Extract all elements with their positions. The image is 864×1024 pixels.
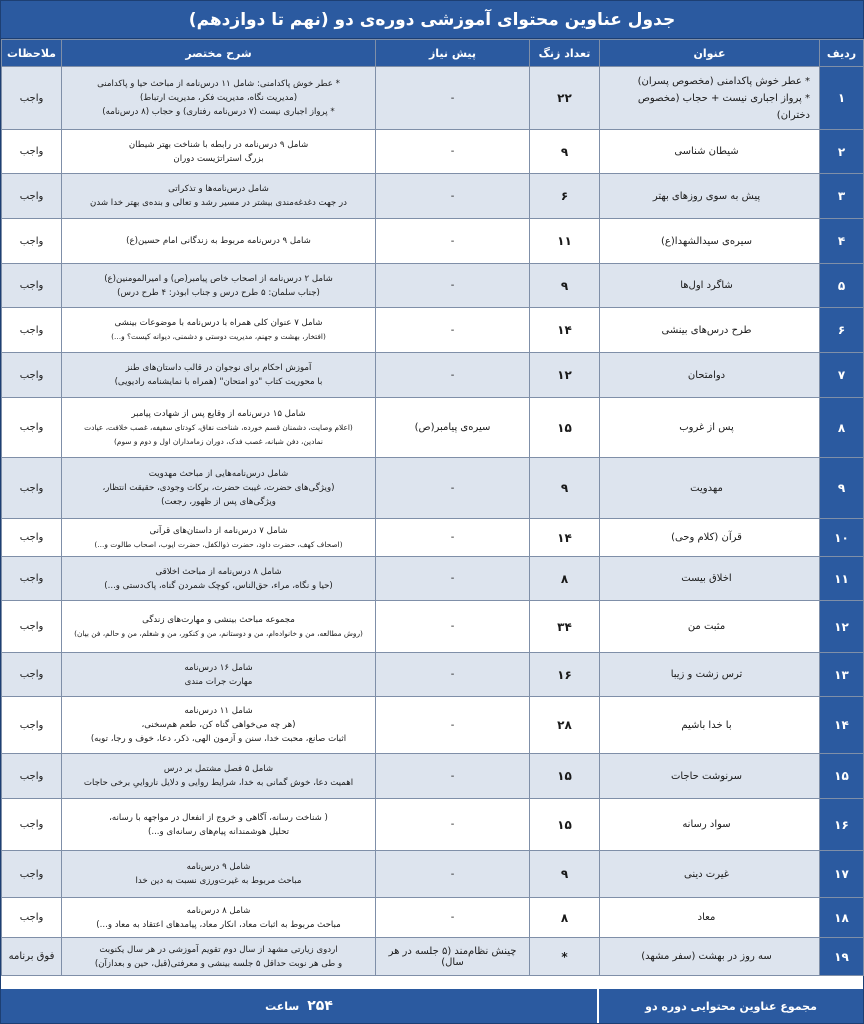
row-number: ۹ xyxy=(820,458,864,519)
row-number: ۷ xyxy=(820,353,864,398)
row-prerequisite: - xyxy=(376,754,530,799)
row-note: واجب xyxy=(2,601,62,653)
table-body xyxy=(2,67,864,976)
description-line: با محوریت کتاب "دو امتحان" (همراه با نمایشنامه رادیویی) xyxy=(114,377,323,387)
footer-total-unit: ساعت xyxy=(265,999,300,1013)
description-line: * عطر خوش پاکدامنی: شامل ۱۱ درس‌نامه از مباحث حیا و پاکدامنی xyxy=(97,79,340,89)
title-line: سرنوشت حاجات xyxy=(670,770,743,782)
description-line: شامل ۵ فصل مشتمل بر درس xyxy=(163,764,274,774)
description-line: نمادین، دفن شبانه، غصب فدک، دوران زمامداران اول و دوم و سوم) xyxy=(114,436,323,446)
row-session-count: ۶ xyxy=(530,174,600,219)
row-note: واجب xyxy=(2,898,62,938)
table-row xyxy=(2,519,864,557)
row-description xyxy=(62,219,376,264)
row-number: ۳ xyxy=(820,174,864,219)
row-description xyxy=(62,653,376,697)
description-line: شامل ۸ درس‌نامه xyxy=(186,905,251,916)
row-prerequisite: - xyxy=(376,898,530,938)
row-number: ۵ xyxy=(820,264,864,308)
title-line: مهدویت xyxy=(690,482,723,494)
title-line: قرآن (کلام وحی) xyxy=(671,532,742,543)
row-session-count: ۱۴ xyxy=(530,308,600,353)
row-session-count: ۱۱ xyxy=(530,219,600,264)
row-title xyxy=(600,67,820,130)
row-title xyxy=(600,174,820,219)
content-table xyxy=(1,39,864,976)
description-line: شامل ۷ درس‌نامه از داستان‌های قرآنی xyxy=(149,525,288,536)
row-session-count: ۱۶ xyxy=(530,653,600,697)
title-line: مثبت من xyxy=(687,621,726,632)
row-description xyxy=(62,557,376,601)
row-prerequisite: - xyxy=(376,174,530,219)
row-prerequisite: - xyxy=(376,130,530,174)
row-note: واجب xyxy=(2,67,62,130)
row-number: ۱۸ xyxy=(820,898,864,938)
table-row xyxy=(2,697,864,754)
description-line: تحلیل هوشمندانه پیام‌های رسانه‌ای و...) xyxy=(147,826,290,837)
description-line: (اصحاف کهف، حضرت داود، حضرت ذوالکفل، حضرت ایوب، اصحاب طالوت و...) xyxy=(94,539,343,549)
row-title xyxy=(600,754,820,799)
description-line: (حیا و نگاه، مراء، حق‌الناس، کوچک شمردن گناه، پاک‌دستی و...) xyxy=(104,580,333,591)
description-line: ( شناخت رسانه، آگاهی و خروج از انفعال در مواجهه با رسانه، xyxy=(109,812,328,823)
row-prerequisite: - xyxy=(376,653,530,697)
row-session-count: ۸ xyxy=(530,557,600,601)
row-note: فوق برنامه xyxy=(2,938,62,976)
row-title xyxy=(600,519,820,557)
title-line: سیره‌ی سیدالشهدا(ع) xyxy=(661,235,752,247)
row-number: ۸ xyxy=(820,398,864,458)
header-title: عنوان xyxy=(600,40,820,67)
description-line: شامل ۹ درس‌نامه مربوط به زندگانی امام حسین(ع) xyxy=(126,236,311,246)
description-line: (اعلام وصایت، دشمنان قسم خورده، شناخت نفاق، کودتای سقیفه، غصب خلافت، عیادت xyxy=(84,422,353,432)
row-session-count: ۱۲ xyxy=(530,353,600,398)
table-row xyxy=(2,219,864,264)
description-line: (روش مطالعه، من و خانواده‌ام، من و دوستانم، من و کنکور، من و شغلم، من و حالم، فن بیان) xyxy=(74,628,363,638)
row-note: واجب xyxy=(2,130,62,174)
row-session-count: ۲۸ xyxy=(530,697,600,754)
description-line: شامل ۷ عنوان کلی همراه با درس‌نامه با موضوعات بینشی xyxy=(114,318,323,328)
row-prerequisite: - xyxy=(376,353,530,398)
row-prerequisite: - xyxy=(376,67,530,130)
row-session-count: ۱۵ xyxy=(530,754,600,799)
row-number: ۱۹ xyxy=(820,938,864,976)
footer-total-value: ۲۵۴ xyxy=(307,998,333,1014)
row-note: واجب xyxy=(2,653,62,697)
row-number: ۱۲ xyxy=(820,601,864,653)
row-description xyxy=(62,264,376,308)
row-note: واجب xyxy=(2,519,62,557)
table-row xyxy=(2,938,864,976)
description-line: شامل ۹ درس‌نامه xyxy=(186,862,251,872)
row-title xyxy=(600,308,820,353)
description-line: شامل درس‌نامه‌ها و تذکراتی xyxy=(168,184,269,194)
row-note: واجب xyxy=(2,851,62,898)
table-row xyxy=(2,264,864,308)
table-row xyxy=(2,130,864,174)
title-line: غیرت دینی xyxy=(684,868,729,880)
description-line: (جناب سلمان: ۵ طرح درس و جناب ابوذر: ۴ طرح درس) xyxy=(117,287,320,298)
footer-summary xyxy=(1,989,863,1023)
description-line: اردوی زیارتی مشهد از سال دوم تقویم آموزشی در هر سال یکنوبت xyxy=(99,944,338,955)
title-line: ترس زشت و زیبا xyxy=(670,669,743,680)
table-row xyxy=(2,67,864,130)
description-line: * پرواز اجباری نیست (۷ درس‌نامه رفتاری) و حجاب (۸ درس‌نامه) xyxy=(102,107,335,117)
row-prerequisite: - xyxy=(376,799,530,851)
description-line: مجموعه مباحث بینشی و مهارت‌های زندگی xyxy=(142,614,295,625)
table-row xyxy=(2,174,864,219)
row-description xyxy=(62,308,376,353)
description-line: اهمیت دعا، خوش گمانی به خدا، شرایط روایی و دلایل نارواییِ برخی حاجات xyxy=(83,778,354,788)
row-number: ۱ xyxy=(820,67,864,130)
description-line: اثبات صانع، محبت خدا، سنن و آزمون الهی، ذکر، دعا، خوف و رجا، توبه) xyxy=(90,734,347,744)
table-row xyxy=(2,754,864,799)
header-desc: شرح مختصر xyxy=(62,40,376,67)
row-title xyxy=(600,398,820,458)
row-prerequisite: سیره‌ی پیامبر(ص) xyxy=(376,398,530,458)
row-session-count: ۳۴ xyxy=(530,601,600,653)
row-title xyxy=(600,697,820,754)
row-title xyxy=(600,851,820,898)
row-number: ۱۴ xyxy=(820,697,864,754)
description-line: مباحث مربوط به اثبات معاد، انکار معاد، پیامدهای اعتقاد به معاد و...) xyxy=(96,919,341,930)
row-description xyxy=(62,398,376,458)
row-number: ۲ xyxy=(820,130,864,174)
row-number: ۱۱ xyxy=(820,557,864,601)
row-session-count: ۱۴ xyxy=(530,519,600,557)
table-row xyxy=(2,398,864,458)
row-prerequisite: - xyxy=(376,851,530,898)
table-row xyxy=(2,653,864,697)
row-title xyxy=(600,653,820,697)
row-prerequisite: چینش نظام‌مند (۵ جلسه در هر سال) xyxy=(376,938,530,976)
description-line: در جهت دغدغه‌مندی بیشتر در مسیر رشد و تعالی و بنده‌ی بهتر خدا شدن xyxy=(90,198,347,208)
description-line: بزرگ استراتژیست دوران xyxy=(173,153,264,164)
description-line: شامل ۸ درس‌نامه از مباحث اخلاقی xyxy=(155,566,282,577)
row-description xyxy=(62,799,376,851)
row-description xyxy=(62,353,376,398)
title-line: با خدا باشیم xyxy=(681,719,732,731)
title-line: * عطر خوش پاکدامنی (مخصوص پسران) xyxy=(637,75,810,87)
row-note: واجب xyxy=(2,353,62,398)
row-description xyxy=(62,851,376,898)
row-session-count: ۲۲ xyxy=(530,67,600,130)
row-title xyxy=(600,219,820,264)
table-row xyxy=(2,898,864,938)
row-description xyxy=(62,130,376,174)
title-line: طرح درس‌های بینشی xyxy=(661,324,752,336)
description-line: (ویژگی‌های حضرت، غیبت حضرت، برکات وجودی، حقیقت انتظار، xyxy=(102,483,335,493)
row-description xyxy=(62,601,376,653)
row-description xyxy=(62,938,376,976)
table-header-row xyxy=(2,40,864,67)
header-prereq: پیش نیاز xyxy=(376,40,530,67)
row-prerequisite: - xyxy=(376,519,530,557)
row-description xyxy=(62,898,376,938)
row-note: واجب xyxy=(2,308,62,353)
header-note: ملاحظات xyxy=(2,40,62,67)
row-description xyxy=(62,458,376,519)
row-number: ۱۳ xyxy=(820,653,864,697)
description-line: شامل ۱۵ درس‌نامه از وقایع پس از شهادت پیامبر xyxy=(131,408,306,419)
row-title xyxy=(600,458,820,519)
description-line: (مدیریت نگاه، مدیریت فکر، مدیریت ارتباط) xyxy=(139,93,298,103)
row-description xyxy=(62,67,376,130)
title-line: اخلاق بیست xyxy=(681,573,732,584)
row-prerequisite: - xyxy=(376,219,530,264)
row-session-count: ۹ xyxy=(530,130,600,174)
title-line: سه روز در بهشت (سفر مشهد) xyxy=(641,951,772,962)
row-number: ۱۰ xyxy=(820,519,864,557)
description-line: مهارت جرات مندی xyxy=(184,676,253,687)
title-line: شاگرد اول‌ها xyxy=(680,280,733,291)
title-line: شیطان شناسی xyxy=(674,146,739,157)
row-title xyxy=(600,601,820,653)
row-description xyxy=(62,697,376,754)
title-line: معاد xyxy=(697,912,716,923)
row-description xyxy=(62,754,376,799)
row-session-count: ۹ xyxy=(530,264,600,308)
row-note: واجب xyxy=(2,557,62,601)
table-row xyxy=(2,851,864,898)
row-note: واجب xyxy=(2,219,62,264)
row-session-count: ۸ xyxy=(530,898,600,938)
row-title xyxy=(600,130,820,174)
table-row xyxy=(2,557,864,601)
description-line: شامل ۹ درس‌نامه در رابطه با شناخت بهتر شیطان xyxy=(128,139,309,150)
description-line: (هر چه می‌خواهی گناه کن، طعم هم‌سخنی، xyxy=(141,720,296,730)
description-line: شامل ۱۱ درس‌نامه xyxy=(184,706,253,716)
row-title xyxy=(600,353,820,398)
description-line: مباحث مربوط به غیرت‌ورزی نسبت به دین خدا xyxy=(135,876,302,886)
row-prerequisite: - xyxy=(376,601,530,653)
description-line: آموزش احکام برای نوجوان در قالب داستان‌های طنز xyxy=(125,363,312,373)
row-session-count: ۹ xyxy=(530,851,600,898)
row-title xyxy=(600,557,820,601)
row-note: واجب xyxy=(2,458,62,519)
row-session-count: ۱۵ xyxy=(530,799,600,851)
row-title xyxy=(600,898,820,938)
header-count: تعداد زنگ xyxy=(530,40,600,67)
row-prerequisite: - xyxy=(376,697,530,754)
row-session-count: ۱۵ xyxy=(530,398,600,458)
description-line: (افتخار، بهشت و جهنم، مدیریت دوستی و دشمنی، دیوانه کیست؟ و...) xyxy=(111,332,326,341)
title-line: پیش به سوی روزهای بهتر xyxy=(652,190,761,202)
row-description xyxy=(62,519,376,557)
row-session-count: * xyxy=(530,938,600,976)
row-number: ۶ xyxy=(820,308,864,353)
row-number: ۱۵ xyxy=(820,754,864,799)
row-prerequisite: - xyxy=(376,264,530,308)
row-number: ۱۶ xyxy=(820,799,864,851)
description-line: شامل درس‌نامه‌هایی از مباحث مهدویت xyxy=(148,469,289,479)
header-radif: ردیف xyxy=(820,40,864,67)
title-line: سواد رسانه xyxy=(682,819,731,830)
row-note: واجب xyxy=(2,264,62,308)
row-note: واجب xyxy=(2,174,62,219)
row-description xyxy=(62,174,376,219)
table-row xyxy=(2,601,864,653)
page-title: جدول عناوین محتوای آموزشی دوره‌ی دو (نهم تا دوازدهم) xyxy=(1,1,863,39)
title-line: دوامتحان xyxy=(687,369,726,381)
row-number: ۱۷ xyxy=(820,851,864,898)
table-row xyxy=(2,799,864,851)
title-line: * پرواز اجباری نیست + حجاب (مخصوص دختران) xyxy=(637,92,810,121)
description-line: شامل ۲ درس‌نامه از اصحاب خاص پیامبر(ص) و امیرالمومنین(ع) xyxy=(104,273,333,284)
row-note: واجب xyxy=(2,398,62,458)
description-line: شامل ۱۶ درس‌نامه xyxy=(184,662,253,673)
row-note: واجب xyxy=(2,697,62,754)
footer-total xyxy=(1,989,597,1023)
footer-label: مجموع عناوین محتوایی دوره دو xyxy=(597,989,863,1023)
row-prerequisite: - xyxy=(376,308,530,353)
title-line: پس از غروب xyxy=(679,422,734,433)
table-row xyxy=(2,353,864,398)
table-row xyxy=(2,308,864,353)
row-prerequisite: - xyxy=(376,458,530,519)
row-number: ۴ xyxy=(820,219,864,264)
description-line: و طی هر نوبت حداقل ۵ جلسه بینشی و معرفتی(قبل، حین و بعدازآن) xyxy=(94,958,343,969)
row-session-count: ۹ xyxy=(530,458,600,519)
row-prerequisite: - xyxy=(376,557,530,601)
description-line: ویژگی‌های پس از ظهور، رجعت) xyxy=(161,497,276,507)
row-note: واجب xyxy=(2,799,62,851)
row-title xyxy=(600,938,820,976)
row-note: واجب xyxy=(2,754,62,799)
row-title xyxy=(600,264,820,308)
row-title xyxy=(600,799,820,851)
table-row xyxy=(2,458,864,519)
